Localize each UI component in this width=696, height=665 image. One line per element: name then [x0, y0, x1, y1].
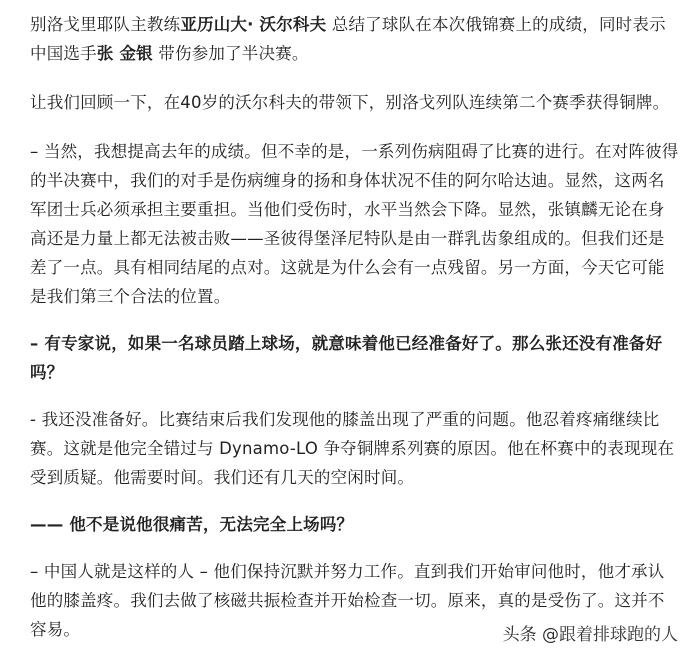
intro-text-e: 带伤参加了半决赛。	[152, 44, 309, 63]
coach-name: 亚历山大· 沃尔科夫	[180, 15, 327, 34]
intro-text-c: 总结了球队在本次俄锦赛上的成绩，同时表示中国选手	[30, 15, 666, 63]
intro-paragraph	[30, 10, 680, 68]
player-name: 张 金银	[96, 44, 153, 63]
source-watermark: 头条 @跟着排球跑的人	[502, 625, 678, 645]
recap-paragraph: 让我们回顾一下，在40岁的沃尔科夫的带领下，别洛戈列队连续第二个赛季获得铜牌。	[30, 93, 670, 112]
intro-text-a: 别洛戈里耶队主教练	[30, 15, 181, 34]
answer-paragraph-1: – 当然，我想提高去年的成绩。但不幸的是，一系列伤病阻碍了比赛的进行。在对阵彼得的半决赛中，我们的对手是伤病缠身的扬和身体状况不佳的阿尔哈达迪。显然，这两名军团士兵必须承担主要重担。当他们受伤时，水平当然会下降。显然，张镇麟无论在身高还是力量上都无法被击败——圣彼得堡泽尼特队是由一群乳齿象组成的。但我们还是差了一点。具有相同结尾的点对。这就是为什么会有一点残留。另一方面，今天它可能是我们第三个合法的位置。	[30, 142, 679, 306]
answer-paragraph-3: – 中国人就是这样的人 – 他们保持沉默并努力工作。直到我们开始审问他时，他才承认他的膝盖疼。我们去做了核磁共振检查并开始检查一切。原来，真的是受伤了。这并不容易。	[30, 562, 665, 639]
answer-paragraph-2: - 我还没准备好。比赛结束后我们发现他的膝盖出现了严重的问题。他忍着疼痛继续比赛。这就是他完全错过与 Dynamo-LO 争夺铜牌系列赛的原因。他在杯赛中的表现现在受到质疑。他需要时间。我们还有几天的空闲时间。	[30, 410, 675, 487]
article-body	[30, 0, 680, 644]
question-2: —— 他不是说他很痛苦，无法完全上场吗？	[30, 515, 354, 534]
question-1: – 有专家说，如果一名球员踏上球场，就意味着他已经准备好了。那么张还没有准备好吗？	[30, 334, 663, 382]
